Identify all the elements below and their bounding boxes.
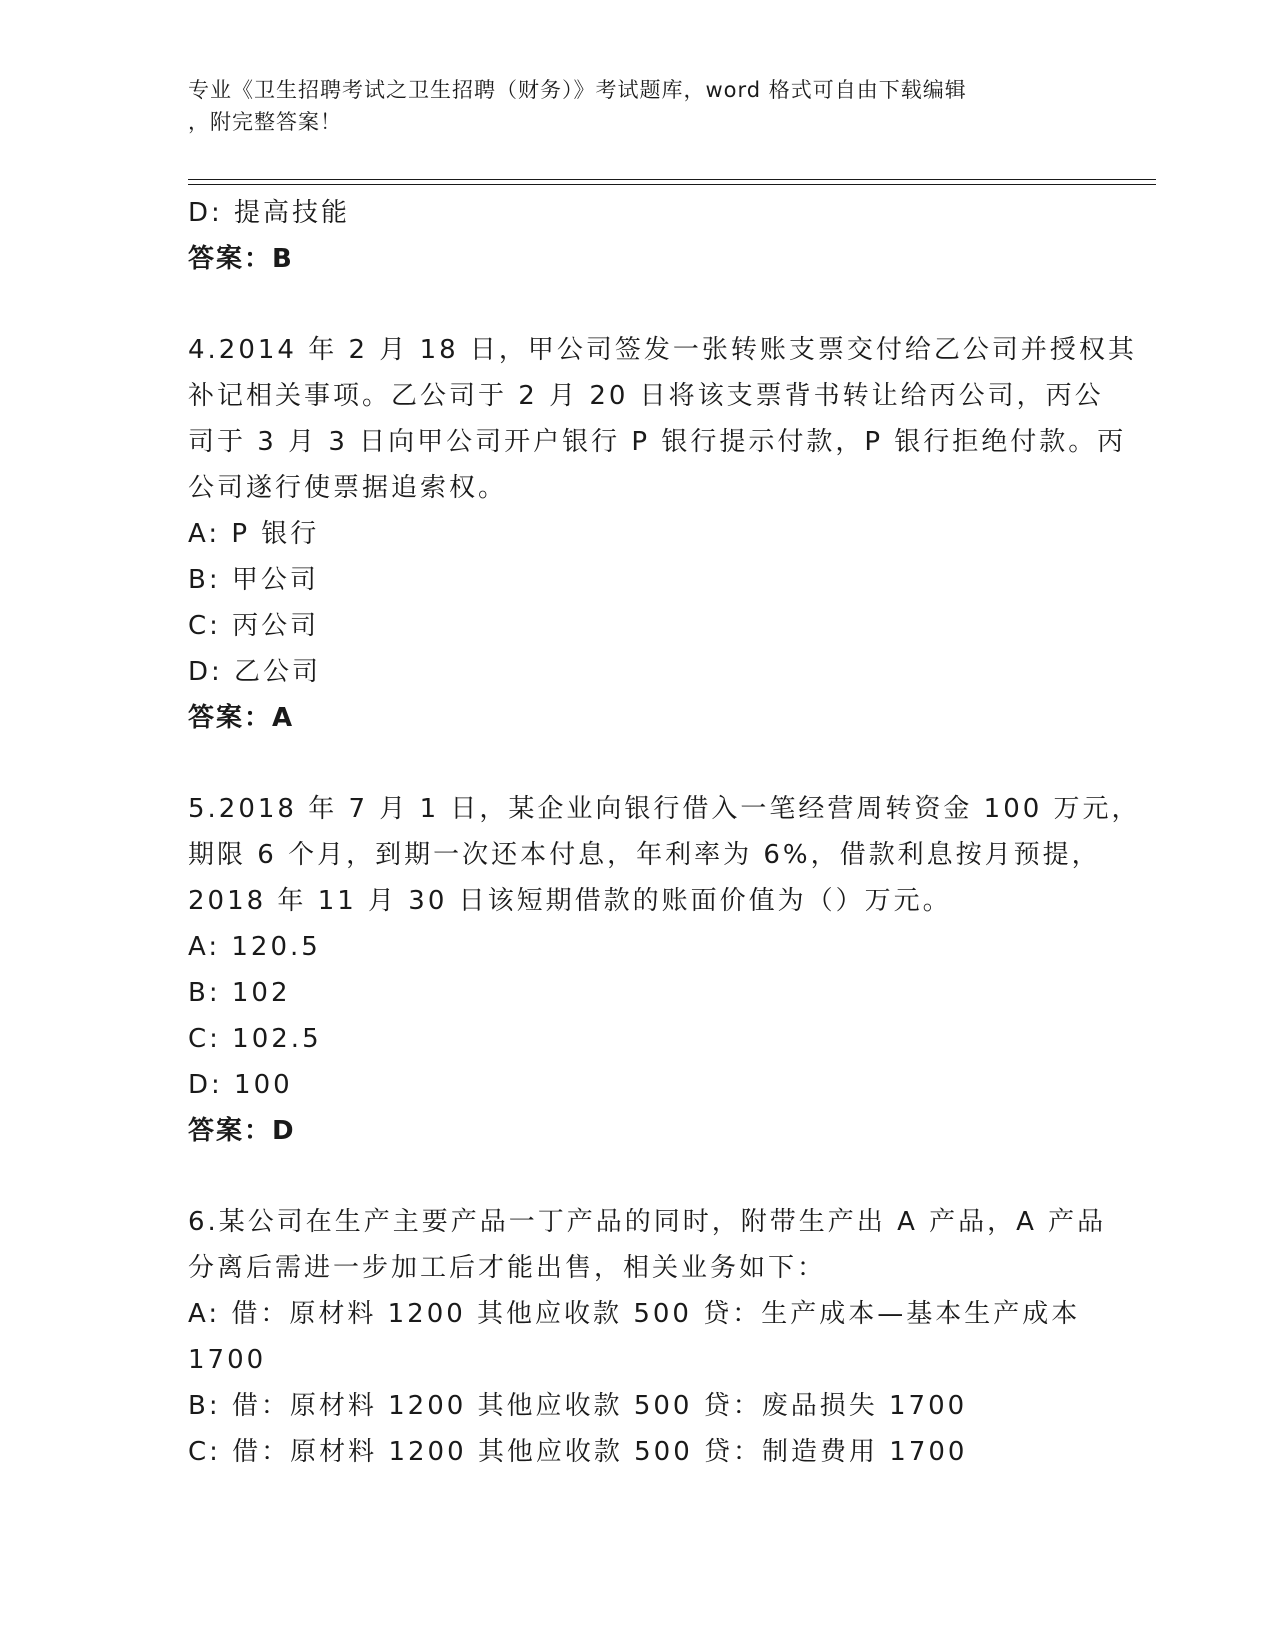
option-b: B: 甲公司 <box>188 565 319 595</box>
option-c: C: 102.5 <box>188 1024 322 1054</box>
question-stem-line: 4.2014 年 2 月 18 日，甲公司签发一张转账支票交付给乙公司并授权其 <box>188 335 1137 365</box>
question-stem-line: 6.某公司在生产主要产品一丁产品的同时，附带生产出 A 产品，A 产品 <box>188 1207 1107 1237</box>
header-rule-top <box>188 179 1156 180</box>
option-c: C: 借：原材料 1200 其他应收款 500 贷：制造费用 1700 <box>188 1437 968 1467</box>
document-header <box>188 74 1068 138</box>
option-d: D: 乙公司 <box>188 657 322 687</box>
option-a: A: P 银行 <box>188 519 320 549</box>
question-stem-line: 分离后需进一步加工后才能出售，相关业务如下： <box>188 1253 827 1283</box>
answer-line: 答案：B <box>188 244 294 274</box>
answer-line: 答案：D <box>188 1116 296 1146</box>
question-stem-line: 补记相关事项。乙公司于 2 月 20 日将该支票背书转让给丙公司，丙公 <box>188 381 1104 411</box>
option-b: B: 借：原材料 1200 其他应收款 500 贷：废品损失 1700 <box>188 1391 968 1421</box>
option-d: D: 100 <box>188 1070 293 1100</box>
option-c: C: 丙公司 <box>188 611 320 641</box>
question-stem-line: 2018 年 11 月 30 日该短期借款的账面价值为（）万元。 <box>188 886 952 916</box>
question-4 <box>188 327 1137 741</box>
option-a: A: 120.5 <box>188 932 321 962</box>
question-stem-line: 公司遂行使票据追索权。 <box>188 473 508 503</box>
option-d: D: 提高技能 <box>188 198 351 228</box>
answer-line: 答案：A <box>188 703 295 733</box>
header-rule-bottom <box>188 184 1156 185</box>
header-line-1: 专业《卫生招聘考试之卫生招聘（财务）》考试题库，word 格式可自由下载编辑 <box>188 78 967 102</box>
option-a-continued: 1700 <box>188 1345 267 1375</box>
option-b: B: 102 <box>188 978 291 1008</box>
question-stem-line: 期限 6 个月，到期一次还本付息，年利率为 6%，借款利息按月预提， <box>188 840 1101 870</box>
question-stem-line: 5.2018 年 7 月 1 日，某企业向银行借入一笔经营周转资金 100 万元， <box>188 794 1141 824</box>
header-line-2: ，附完整答案！ <box>188 110 342 134</box>
question-6 <box>188 1199 1107 1475</box>
document-body <box>188 190 1141 1475</box>
question-5 <box>188 786 1141 1154</box>
option-a: A: 借：原材料 1200 其他应收款 500 贷：生产成本—基本生产成本 <box>188 1299 1081 1329</box>
question-stem-line: 司于 3 月 3 日向甲公司开户银行 P 银行提示付款，P 银行拒绝付款。丙 <box>188 427 1127 457</box>
